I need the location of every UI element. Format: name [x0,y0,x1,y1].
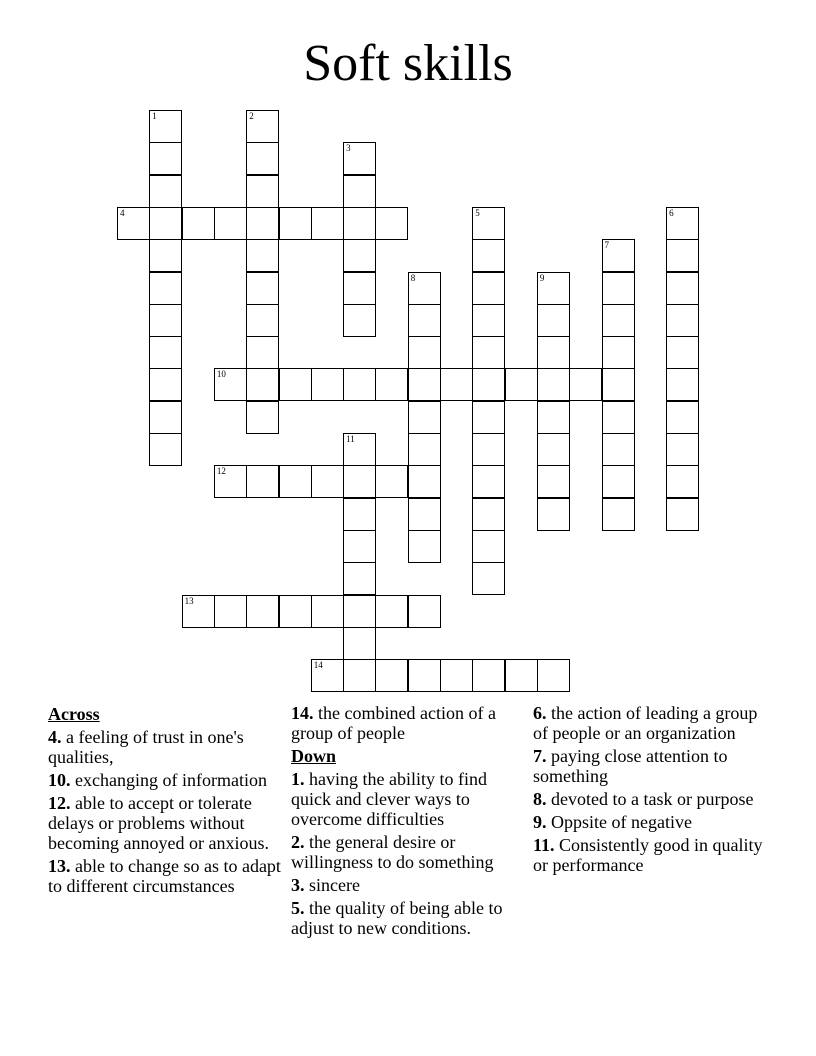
grid-cell[interactable] [666,336,699,369]
grid-cell[interactable] [311,659,344,692]
grid-cell[interactable] [602,465,635,498]
clue-number: 9 [539,272,545,283]
clue-across-10: 10. exchanging of information [48,770,267,790]
grid-cell[interactable] [214,207,247,240]
grid-cell[interactable] [537,465,570,498]
grid-cell[interactable] [149,239,182,272]
grid-cell[interactable] [537,272,570,305]
grid-cell[interactable] [537,401,570,434]
grid-cell[interactable] [214,368,247,401]
grid-cell[interactable] [472,336,505,369]
grid-cell[interactable] [666,272,699,305]
grid-cell[interactable] [666,498,699,531]
grid-cell[interactable] [505,368,538,401]
clue-column-3 [533,703,769,878]
grid-cell[interactable] [343,272,376,305]
clue-number: 6 [669,207,674,218]
clue-number: 10 [216,369,226,380]
grid-cell[interactable] [537,659,570,692]
grid-cell[interactable] [149,433,182,466]
grid-cell[interactable] [440,659,473,692]
grid-cell[interactable] [149,336,182,369]
grid-cell[interactable] [472,304,505,337]
clue-number: 13 [184,595,194,606]
grid-cell[interactable] [246,368,279,401]
grid-cell[interactable] [343,659,376,692]
grid-cell[interactable] [343,627,376,660]
clue-down-8: 8. devoted to a task or purpose [533,789,754,809]
grid-cell[interactable] [182,595,215,628]
clue-number: 7 [604,240,609,251]
grid-cell[interactable] [408,272,441,305]
grid-cell[interactable] [214,465,247,498]
clue-column-2 [291,703,529,941]
grid-cell[interactable] [182,207,215,240]
grid-cell[interactable] [311,368,344,401]
grid-cell[interactable] [472,368,505,401]
grid-cell[interactable] [408,530,441,563]
clue-number: 11 [346,434,355,444]
grid-cell[interactable] [149,175,182,208]
grid-cell[interactable] [246,110,279,143]
grid-cell[interactable] [149,207,182,240]
grid-cell[interactable] [375,659,408,692]
grid-cell[interactable] [408,465,441,498]
grid-cell[interactable] [537,304,570,337]
grid-cell[interactable] [343,368,376,401]
grid-cell[interactable] [472,272,505,305]
grid-cell[interactable] [472,498,505,531]
clue-across-14: 14. the combined action of a group of people [291,703,496,743]
down-heading: Down [291,746,337,766]
grid-cell[interactable] [666,433,699,466]
clue-across-13: 13. able to change so as to adapt to different circumstances [48,856,281,896]
clue-down-1: 1. having the ability to find quick and clever ways to overcome difficulties [291,769,487,829]
clue-down-7: 7. paying close attention to something [533,746,728,786]
grid-cell[interactable] [375,595,408,628]
puzzle-title: Soft skills [303,35,513,92]
grid-cell[interactable] [279,465,312,498]
grid-cell[interactable] [505,659,538,692]
grid-cell[interactable] [311,207,344,240]
grid-cell[interactable] [246,239,279,272]
grid-cell[interactable] [666,207,699,240]
grid-cell[interactable] [472,207,505,240]
clue-number: 14 [313,660,323,671]
grid-cell[interactable] [343,304,376,337]
clue-number: 12 [216,466,226,477]
grid-cell[interactable] [408,498,441,531]
grid-cell[interactable] [666,368,699,401]
grid-cell[interactable] [246,207,279,240]
clue-down-9: 9. Oppsite of negative [533,812,692,832]
grid-cell[interactable] [343,562,376,595]
grid-cell[interactable] [246,272,279,305]
grid-cell[interactable] [149,401,182,434]
grid-cell[interactable] [343,207,376,240]
grid-cell[interactable] [602,304,635,337]
grid-cell[interactable] [666,239,699,272]
grid-cell[interactable] [149,304,182,337]
grid-cell[interactable] [569,368,602,401]
clue-number: 2 [249,111,254,121]
grid-cell[interactable] [666,304,699,337]
grid-cell[interactable] [472,659,505,692]
grid-cell[interactable] [408,304,441,337]
grid-cell[interactable] [537,368,570,401]
grid-cell[interactable] [343,498,376,531]
grid-cell[interactable] [375,368,408,401]
clue-across-12: 12. able to accept or tolerate delays or problems without becoming annoyed or anxious. [48,793,269,853]
grid-cell[interactable] [602,401,635,434]
grid-cell[interactable] [149,368,182,401]
grid-cell[interactable] [537,498,570,531]
clue-number: 1 [152,111,157,121]
clue-down-2: 2. the general desire or willingness to do something [291,832,494,872]
clue-number: 4 [120,207,125,218]
clue-down-3: 3. sincere [291,875,360,895]
grid-cell[interactable] [408,433,441,466]
grid-cell[interactable] [246,336,279,369]
grid-cell[interactable] [246,401,279,434]
clue-down-6: 6. the action of leading a group of people or an organization [533,703,758,743]
grid-cell[interactable] [375,465,408,498]
grid-cell[interactable] [602,433,635,466]
grid-cell[interactable] [279,207,312,240]
grid-cell[interactable] [149,142,182,175]
grid-cell[interactable] [602,498,635,531]
grid-cell[interactable] [149,110,182,143]
clue-number: 8 [410,272,416,283]
grid-cell[interactable] [602,272,635,305]
grid-cell[interactable] [343,175,376,208]
grid-cell[interactable] [246,142,279,175]
grid-cell[interactable] [537,433,570,466]
grid-cell[interactable] [472,239,505,272]
grid-cell[interactable] [279,368,312,401]
grid-cell[interactable] [246,175,279,208]
grid-cell[interactable] [246,595,279,628]
grid-cell[interactable] [666,401,699,434]
grid-cell[interactable] [537,336,570,369]
grid-cell[interactable] [602,336,635,369]
grid-cell[interactable] [472,401,505,434]
grid-cell[interactable] [343,142,376,175]
grid-cell[interactable] [602,239,635,272]
clue-across-4: 4. a feeling of trust in one's qualities, [48,727,244,767]
grid-cell[interactable] [246,465,279,498]
grid-cell[interactable] [408,336,441,369]
clue-down-5: 5. the quality of being able to adjust to new conditions. [291,898,503,938]
grid-cell[interactable] [472,433,505,466]
grid-cell[interactable] [117,207,150,240]
grid-cell[interactable] [472,465,505,498]
grid-cell[interactable] [472,562,505,595]
grid-cell[interactable] [602,368,635,401]
grid-cell[interactable] [343,239,376,272]
grid-cell[interactable] [311,465,344,498]
grid-cell[interactable] [214,595,247,628]
clue-column-1 [48,703,284,899]
grid-cell[interactable] [343,433,376,466]
grid-cell[interactable] [246,304,279,337]
grid-cell[interactable] [472,530,505,563]
grid-cell[interactable] [408,401,441,434]
grid-cell[interactable] [149,272,182,305]
clue-number: 5 [475,207,480,218]
grid-cell[interactable] [408,595,441,628]
grid-cell[interactable] [666,465,699,498]
grid-cell[interactable] [343,465,376,498]
grid-cell[interactable] [375,207,408,240]
grid-cell[interactable] [311,595,344,628]
grid-cell[interactable] [408,368,441,401]
clue-down-11: 11. Consistently good in quality or performance [533,835,763,875]
clue-number: 3 [346,143,351,154]
grid-cell[interactable] [343,530,376,563]
across-heading: Across [48,704,100,724]
grid-cell[interactable] [343,595,376,628]
grid-cell[interactable] [408,659,441,692]
grid-cell[interactable] [440,368,473,401]
grid-cell[interactable] [279,595,312,628]
